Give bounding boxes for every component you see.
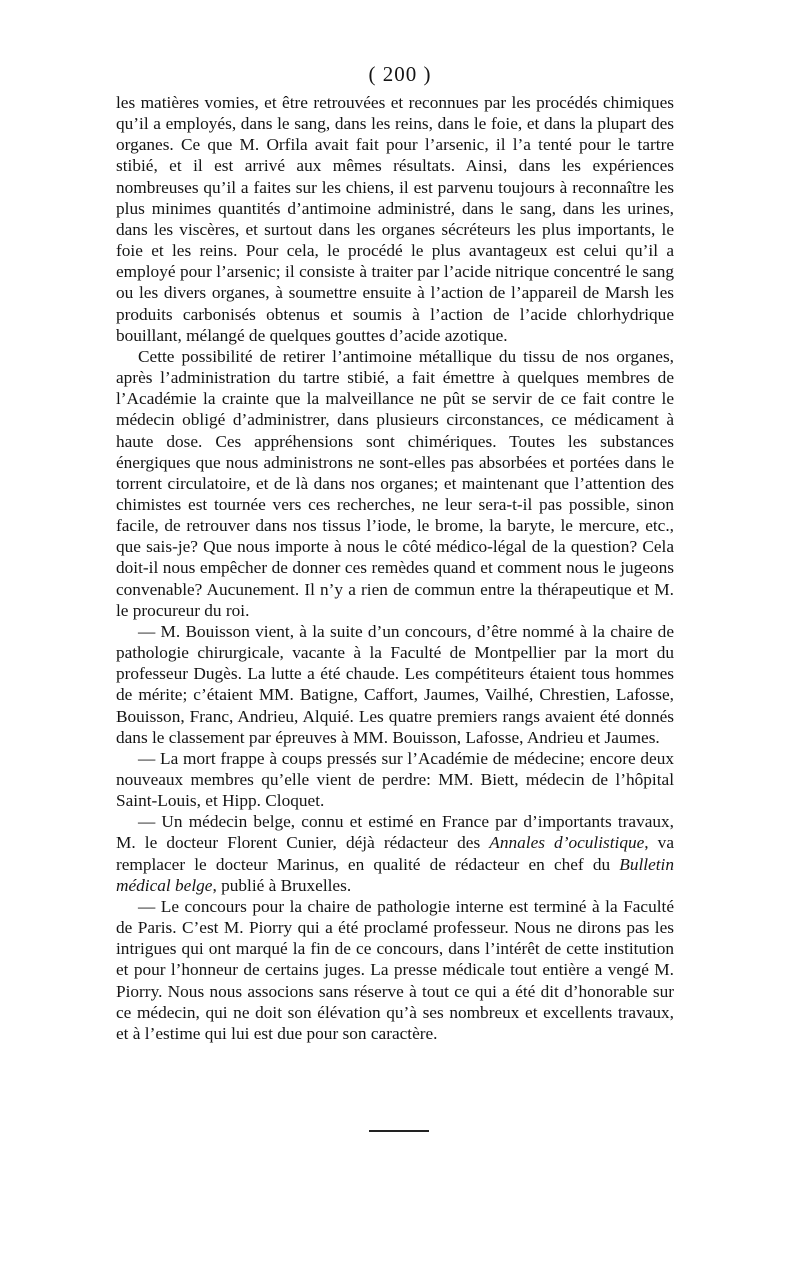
page-number: ( 200 ) [368, 62, 432, 86]
cunier-text-end: , publié à Bruxelles. [212, 875, 352, 895]
paragraph-orfila-antimony: les matières vomies, et être retrouvées et reconnues par les procédés chimiques qu’il a employés, dans le sang, dans les reins, dans le foie, et dans la plupart des organes. Ce que M. Orfila avait fait pour l’arsenic, il l’a tenté pour le tartre stibié, et il est arrivé aux mêmes résultats. Ainsi, dans les expériences nombreuses qu’il a faites sur les chiens, il est parvenu toujours à reconnaître les plus minimes quantités d’antimoine administré, dans le sang, dans les urines, dans les viscères, et surtout dans les organes sécréteurs les plus importants, le foie et les reins. Pour cela, le procédé le plus avantageux est celui qu’il a employé pour l’arsenic; il consiste à traiter par l’acide nitrique concentré le sang ou les divers organes, à soumettre ensuite à l’action de l’appareil de Marsh les produits carbonisés obtenus et soumis à l’action de l’acide chlorhydrique bouillant, mélangé de quelques gouttes d’acide azotique. [116, 93, 674, 345]
paragraph-bouisson-appointment: — M. Bouisson vient, à la suite d’un concours, d’être nommé à la chaire de pathologie chirurgicale, vacante à la Faculté de Montpellier par la mort du professeur Dugès. La lutte a été chaude. Les compétiteurs étaient tous hommes de mérite; c’étaient MM. Batigne, Caffort, Jaumes, Vailhé, Chrestien, Lafosse, Bouisson, Franc, Andrieu, Alquié. Les quatre premiers rangs avaient été donnés dans le classement par épreuves à MM. Bouisson, Lafosse, Andrieu et Jaumes. [116, 621, 674, 747]
paragraph-cunier-editor [116, 811, 674, 896]
paragraph-academy-deaths: — La mort frappe à coups pressés sur l’Académie de médecine; encore deux nouveaux membres qu’elle vient de perdre: MM. Biett, médecin de l’hôpital Saint-Louis, et Hipp. Cloquet. [116, 748, 674, 811]
paragraph-piorry-concours: — Le concours pour la chaire de pathologie interne est terminé à la Faculté de Paris. C’est M. Piorry qui a été proclamé professeur. Nous ne dirons pas les intrigues qui ont marqué la fin de ce concours, dans l’intérêt de cette institution et pour l’honneur de certains juges. La presse médicale tout entière a vengé M. Piorry. Nous nous associons sans réserve à tout ce qui a été dit d’honorable sur ce médecin, qui ne doit son élévation qu’à ses nombreux et excellents travaux, et à l’estime qui lui est due pour son caractère. [116, 896, 674, 1043]
paragraph-antimony-concerns: Cette possibilité de retirer l’antimoine métallique du tissu de nos organes, après l’administration du tartre stibié, a fait émettre à quelques membres de l’Académie la crainte que la malveillance ne pût se servir de ce fait contre le médecin obligé d’administrer, dans plusieurs circonstances, ce médicament à haute dose. Ces appréhensions sont chimériques. Toutes les substances énergiques que nous administrons ne sont-elles pas absorbées et portées dans le torrent circulatoire, et de là dans nos organes; et maintenant que l’attention des chimistes est tournée vers ces recherches, ne leur sera-t-il pas possible, sinon facile, de retrouver dans nos tissus l’iode, le brome, la baryte, le mercure, etc., que sais-je? Que nous importe à nous le côté médico-légal de la question? Cela doit-il nous empêcher de donner ces remèdes quand et comment nous le jugeons convenable? Aucunement. Il n’y a rien de commun entre la thérapeutique et M. le procureur du roi. [116, 346, 674, 620]
bulletin-title: Bulletin médical belge [116, 854, 674, 895]
annales-title: Annales d’oculistique [489, 833, 645, 853]
section-end-rule [369, 1130, 429, 1132]
cunier-text-middle: , va remplacer le docteur Marinus, en qualité de rédacteur en chef du [116, 833, 674, 874]
body-text [116, 92, 674, 1044]
cunier-text-start: — Un médecin belge, connu et estimé en France par d’importants travaux, M. le docteur Florent Cunier, déjà rédacteur des [116, 812, 674, 853]
